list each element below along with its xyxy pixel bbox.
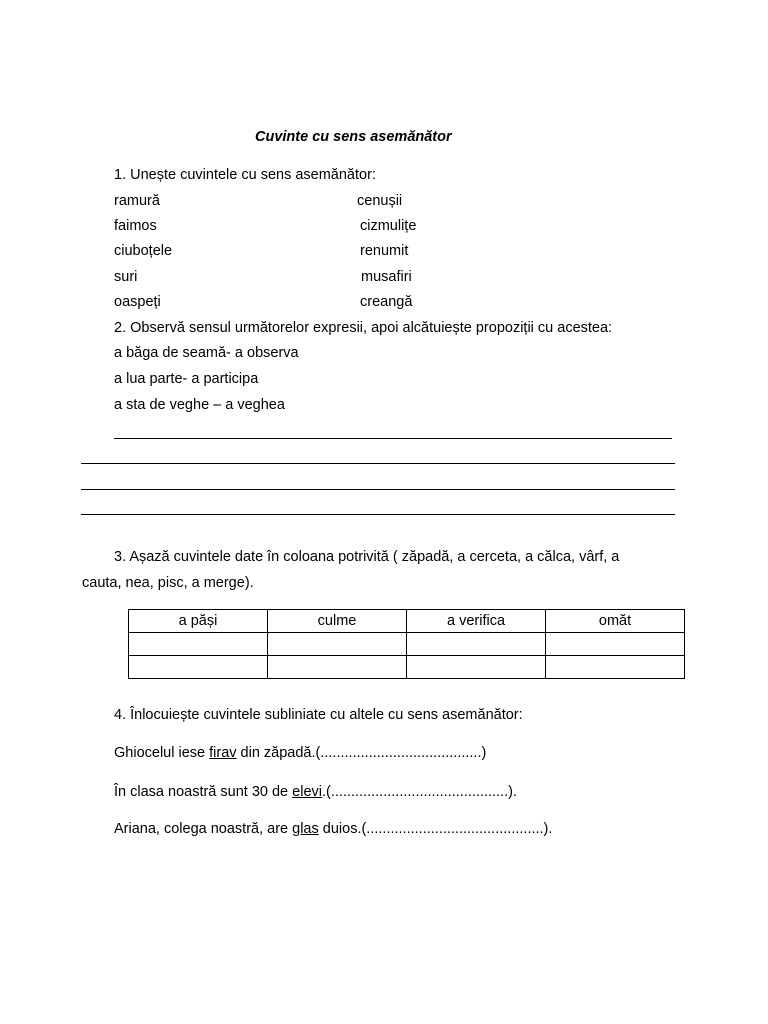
page-title: Cuvinte cu sens asemănător xyxy=(255,129,452,145)
ex1-right-word: musafiri xyxy=(361,269,412,285)
sentence-text: În clasa noastră sunt 30 de xyxy=(114,784,293,800)
column-header: culme xyxy=(268,610,407,633)
answer-line[interactable] xyxy=(114,438,672,439)
ex1-right-word: renumit xyxy=(360,243,409,259)
sentence-text: duios.(............................................). xyxy=(318,821,553,837)
ex3-instruction-cont: cauta, nea, pisc, a merge). xyxy=(82,575,254,591)
sentence-text: .(............................................). xyxy=(321,784,517,800)
table-cell[interactable] xyxy=(268,633,407,656)
ex1-heading: 1. Unește cuvintele cu sens asemănător: xyxy=(114,167,376,183)
ex2-expression: a lua parte- a participa xyxy=(114,371,259,387)
ex2-expression: a sta de veghe – a veghea xyxy=(114,397,285,413)
ex4-sentence xyxy=(114,784,517,800)
sentence-text: Ghiocelul iese xyxy=(114,745,210,761)
column-header: a păși xyxy=(129,610,268,633)
table-cell[interactable] xyxy=(407,656,546,679)
table-cell[interactable] xyxy=(546,633,685,656)
table-row xyxy=(129,633,685,656)
table-cell[interactable] xyxy=(546,656,685,679)
ex1-right-word: cizmulițe xyxy=(360,218,417,234)
ex1-left-word: ramură xyxy=(114,193,160,209)
sentence-text: din zăpadă.(........................................) xyxy=(236,745,487,761)
column-header: omăt xyxy=(546,610,685,633)
underlined-word: firav xyxy=(209,745,237,761)
ex1-left-word: faimos xyxy=(114,218,157,234)
answer-line[interactable] xyxy=(81,489,675,490)
column-header: a verifica xyxy=(407,610,546,633)
ex2-expression: a băga de seamă- a observa xyxy=(114,345,299,361)
sentence-text: Ariana, colega noastră, are xyxy=(114,821,293,837)
ex1-right-word: creangă xyxy=(360,294,413,310)
table-cell[interactable] xyxy=(407,633,546,656)
table-cell[interactable] xyxy=(268,656,407,679)
table-row xyxy=(129,656,685,679)
underlined-word: elevi xyxy=(292,784,322,800)
ex4-heading: 4. Înlocuiește cuvintele subliniate cu altele cu sens asemănător: xyxy=(114,707,523,723)
ex4-sentence xyxy=(114,821,552,837)
ex1-left-word: ciuboțele xyxy=(114,243,173,259)
underlined-word: glas xyxy=(292,821,319,837)
ex3-table xyxy=(128,609,685,679)
ex1-left-word: oaspeți xyxy=(114,294,161,310)
table-cell[interactable] xyxy=(129,633,268,656)
table-cell[interactable] xyxy=(129,656,268,679)
table-header-row xyxy=(129,610,685,633)
ex4-sentence xyxy=(114,745,486,761)
ex1-right-word: cenușii xyxy=(357,193,403,209)
ex3-instruction: 3. Așază cuvintele date în coloana potrivită ( zăpadă, a cerceta, a călca, vârf, a xyxy=(114,549,620,565)
answer-line[interactable] xyxy=(81,514,675,515)
ex2-heading: 2. Observă sensul următorelor expresii, apoi alcătuiește propoziții cu acestea: xyxy=(114,320,613,336)
answer-line[interactable] xyxy=(81,463,675,464)
ex1-left-word: suri xyxy=(114,269,138,285)
